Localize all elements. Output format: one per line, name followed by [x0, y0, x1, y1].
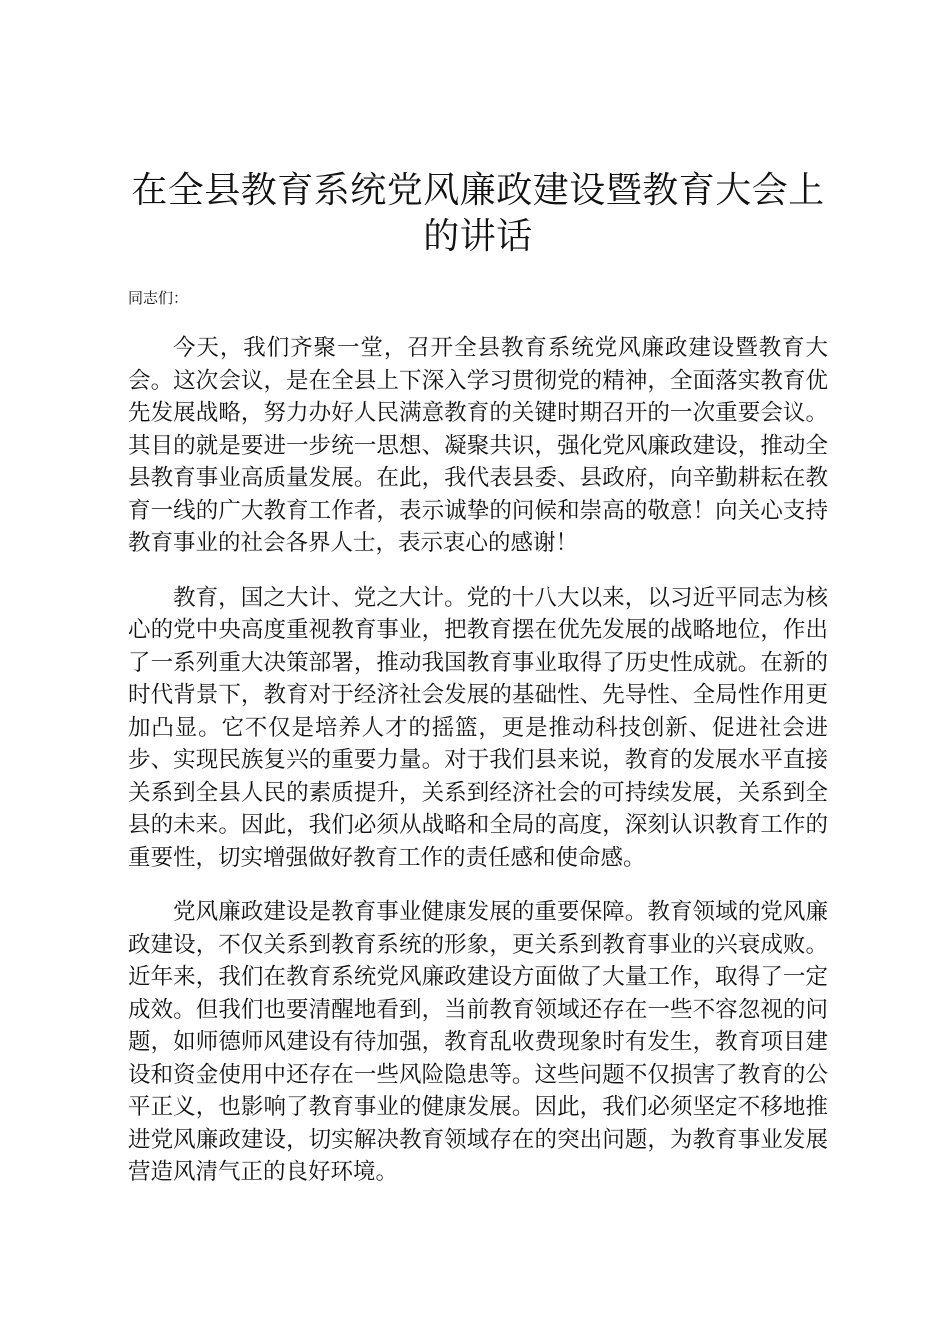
document-page: [128, 168, 828, 1189]
paragraph-1: 今天，我们齐聚一堂，召开全县教育系统党风廉政建设暨教育大会。这次会议，是在全县上下深入学习贯彻党的精神，全面落实教育优先发展战略，努力办好人民满意教育的关键时期召开的一次重要会议。其目的就是要进一步统一思想、凝聚共识，强化党风廉政建设，推动全县教育事业高质量发展。在此，我代表县委、县政府，向辛勤耕耘在教育一线的广大教育工作者，表示诚挚的问候和崇高的敬意！向关心支持教育事业的社会各界人士，表示衷心的感谢！: [128, 335, 828, 556]
paragraph-3: 党风廉政建设是教育事业健康发展的重要保障。教育领域的党风廉政建设，不仅关系到教育系统的形象，更关系到教育事业的兴衰成败。近年来，我们在教育系统党风廉政建设方面做了大量工作，取得了一定成效。但我们也要清醒地看到，当前教育领域还存在一些不容忽视的问题，如师德师风建设有待加强，教育乱收费现象时有发生，教育项目建设和资金使用中还存在一些风险隐患等。这些问题不仅损害了教育的公平正义，也影响了教育事业的健康发展。因此，我们必须坚定不移地推进党风廉政建设，切实解决教育领域存在的突出问题，为教育事业发展营造风清气正的良好环境。: [128, 899, 828, 1185]
salutation: 同志们：: [128, 289, 189, 307]
document-title: 在全县教育系统党风廉政建设暨教育大会上的讲话: [131, 170, 825, 257]
paragraph-2: 教育，国之大计、党之大计。党的十八大以来，以习近平同志为核心的党中央高度重视教育事业，把教育摆在优先发展的战略地位，作出了一系列重大决策部署，推动我国教育事业取得了历史性成就。在新的时代背景下，教育对于经济社会发展的基础性、先导性、全局性作用更加凸显。它不仅是培养人才的摇篮，更是推动科技创新、促进社会进步、实现民族复兴的重要力量。对于我们县来说，教育的发展水平直接关系到全县人民的素质提升，关系到经济社会的可持续发展，关系到全县的未来。因此，我们必须从战略和全局的高度，深刻认识教育工作的重要性，切实增强做好教育工作的责任感和使命感。: [128, 584, 828, 871]
